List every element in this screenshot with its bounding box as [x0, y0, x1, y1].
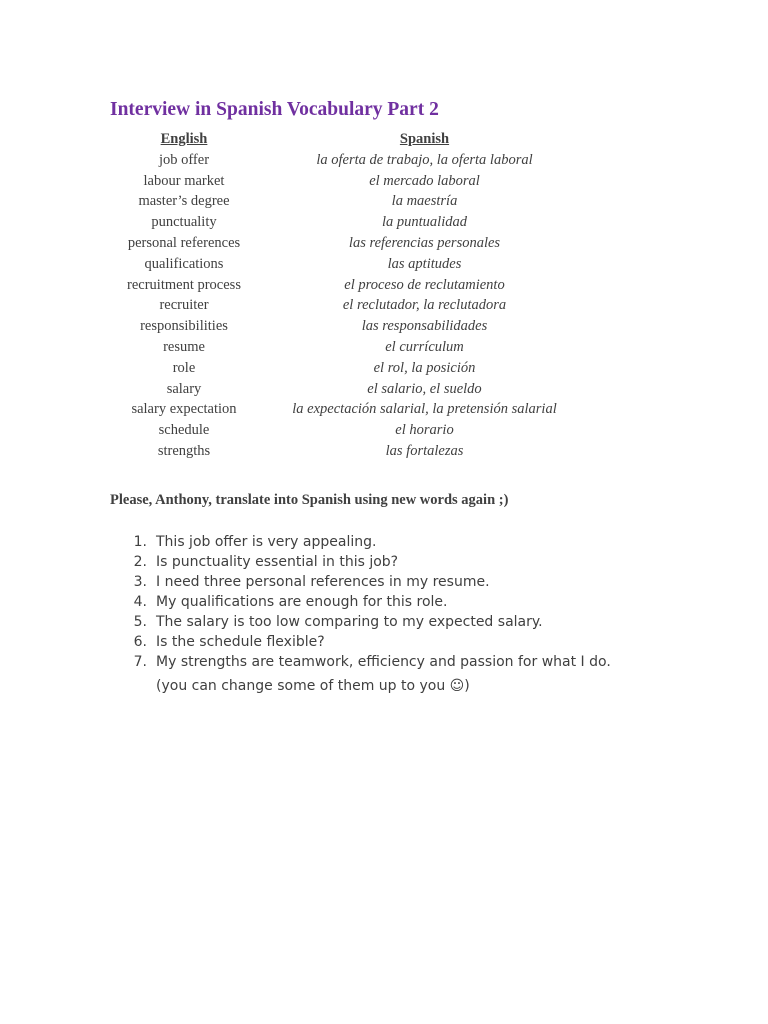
english-term: job offer [158, 151, 210, 168]
list-item-text: Is the schedule flexible? [156, 634, 325, 650]
table-row [110, 295, 591, 316]
spanish-term: el reclutador, la reclutadora [342, 297, 507, 314]
spanish-term: las responsabilidades [361, 318, 488, 335]
english-term: schedule [158, 422, 210, 439]
spanish-term: el rol, la posición [373, 359, 476, 376]
english-term: role [172, 359, 196, 376]
english-term: salary expectation [131, 401, 237, 418]
list-item [110, 612, 611, 632]
spanish-term: el currículum [385, 338, 464, 355]
list-item [110, 532, 611, 552]
table-row [110, 316, 591, 337]
list-item-number: 2. [133, 554, 147, 570]
list-item-text: Is punctuality essential in this job? [156, 554, 399, 570]
spanish-term: la puntualidad [382, 214, 467, 231]
english-column-header: English [160, 131, 208, 147]
table-header-row [110, 129, 591, 150]
exercise-instruction: Please, Anthony, translate into Spanish using new words again ;) [110, 492, 509, 508]
list-item-text: My qualifications are enough for this role. [156, 594, 448, 610]
list-item-text: This job offer is very appealing. [156, 534, 377, 550]
table-row [110, 191, 591, 212]
english-term: strengths [157, 442, 211, 459]
list-item-text: My strengths are teamwork, efficiency and passion for what I do. [156, 654, 611, 670]
spanish-term: las referencias personales [348, 234, 501, 251]
spanish-term: las fortalezas [385, 442, 464, 459]
exercise-note: (you can change some of them up to you ☺) [156, 678, 470, 694]
list-item-number: 6. [133, 634, 147, 650]
english-term: master’s degree [138, 193, 230, 210]
list-item [110, 572, 611, 592]
english-term: personal references [127, 234, 241, 251]
table-row [110, 233, 591, 254]
table-row [110, 212, 591, 233]
exercise-list [110, 532, 611, 672]
spanish-term: la maestría [391, 193, 458, 210]
spanish-term: el salario, el sueldo [367, 380, 482, 397]
table-row [110, 399, 591, 420]
list-item-number: 7. [133, 654, 147, 670]
english-term: punctuality [151, 214, 217, 231]
table-row [110, 358, 591, 379]
page-title: Interview in Spanish Vocabulary Part 2 [110, 99, 439, 120]
spanish-term: las aptitudes [387, 255, 462, 272]
table-row [110, 379, 591, 400]
english-term: qualifications [144, 255, 224, 272]
table-row [110, 171, 591, 192]
list-item-number: 3. [133, 574, 147, 590]
english-term: labour market [143, 172, 225, 189]
vocabulary-table [110, 129, 591, 462]
english-term: responsibilities [140, 318, 228, 335]
list-item [110, 552, 611, 572]
table-row [110, 150, 591, 171]
spanish-term: el proceso de reclutamiento [344, 276, 505, 293]
english-term: salary [166, 380, 202, 397]
list-item [110, 652, 611, 672]
table-row [110, 337, 591, 358]
english-term: recruiter [159, 297, 209, 314]
list-item-number: 4. [133, 594, 147, 610]
list-item-number: 5. [133, 614, 147, 630]
spanish-term: la oferta de trabajo, la oferta laboral [316, 151, 533, 168]
table-row [110, 254, 591, 275]
english-term: recruitment process [127, 276, 241, 293]
spanish-term: la expectación salarial, la pretensión salarial [292, 401, 557, 418]
spanish-term: el horario [395, 422, 454, 439]
table-row [110, 420, 591, 441]
english-term: resume [163, 338, 205, 355]
list-item-text: I need three personal references in my resume. [156, 574, 490, 590]
list-item [110, 592, 611, 612]
table-row [110, 441, 591, 462]
list-item [110, 632, 611, 652]
table-row [110, 275, 591, 296]
list-item-number: 1. [133, 534, 147, 550]
list-item-text: The salary is too low comparing to my expected salary. [156, 614, 543, 630]
spanish-term: el mercado laboral [369, 172, 480, 189]
spanish-column-header: Spanish [399, 131, 450, 147]
